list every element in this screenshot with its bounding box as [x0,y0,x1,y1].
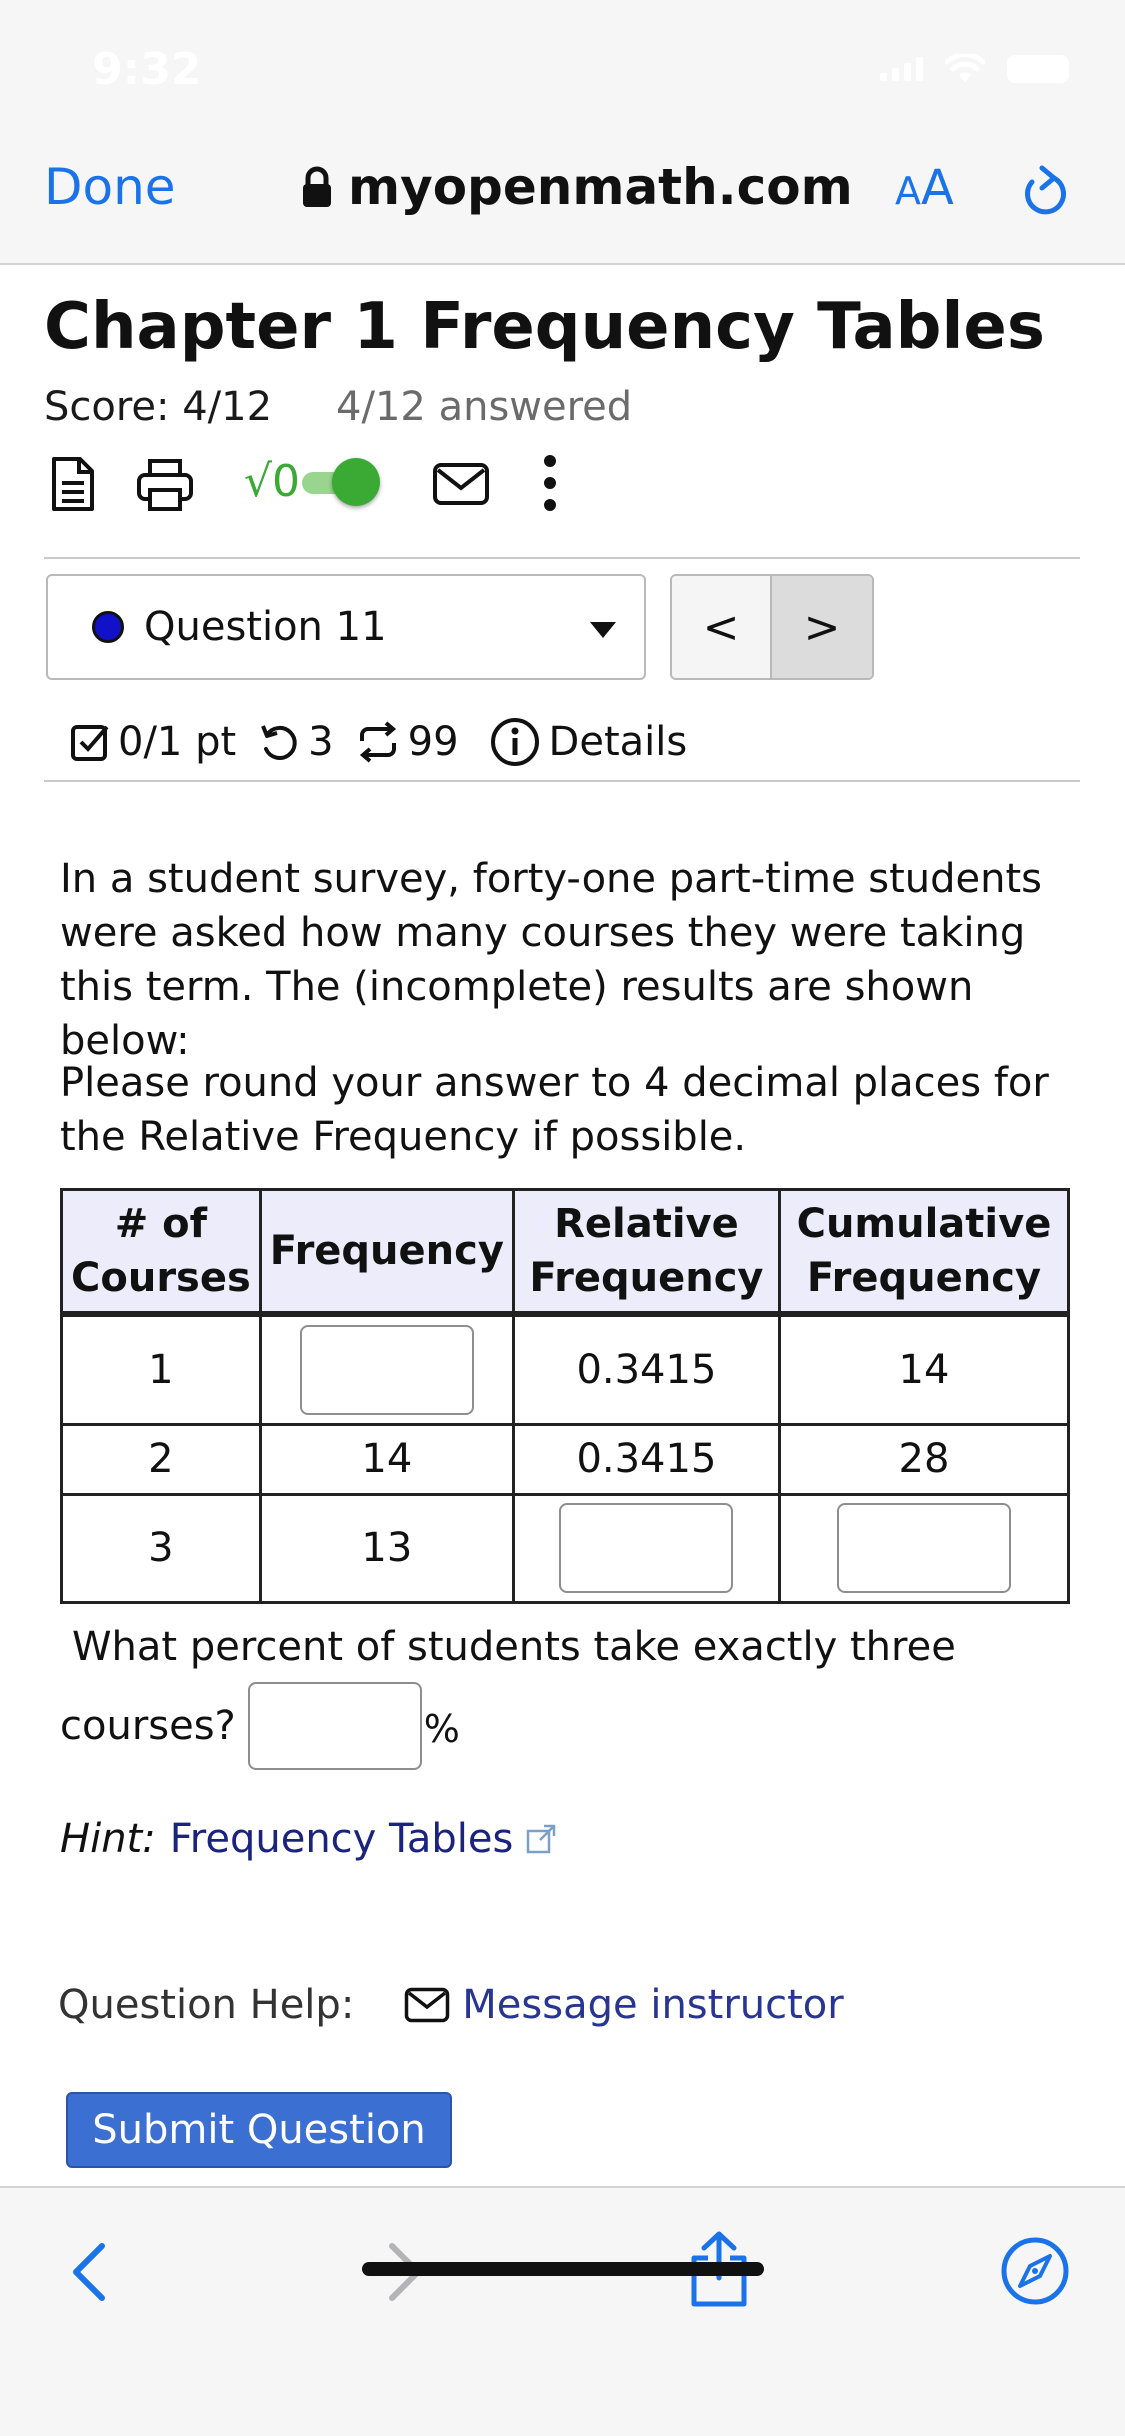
prev-question-button[interactable]: < [672,576,772,678]
done-button[interactable]: Done [44,158,176,216]
battery-icon [1007,55,1069,83]
document-icon[interactable] [50,456,96,512]
lock-icon [300,165,334,209]
header-frequency: Frequency [260,1190,513,1315]
details-label: Details [548,719,688,765]
cell-courses: 1 [62,1314,261,1424]
hint [60,1816,557,1862]
question-help [58,1982,844,2028]
message-instructor-label: Message instructor [462,1982,844,2028]
toggle-switch[interactable] [302,464,382,500]
rounding-instruction: Please round your answer to 4 decimal places for the Relative Frequency if possible. [60,1060,1049,1160]
header-cumulative-frequency: Cumulative Frequency [779,1190,1068,1315]
mail-icon [404,1987,450,2023]
retries-meta [258,719,333,765]
repeat-icon [356,721,400,763]
score-text: Score: 4/12 [44,384,273,430]
browser-top-bar [0,0,1125,265]
math-entry-toggle[interactable] [244,456,382,507]
cell-relative: 0.3415 [513,1314,779,1424]
divider [44,557,1080,559]
text-size-button[interactable]: AA [895,160,954,216]
message-instructor-link[interactable] [404,1982,843,2028]
frequency-table [60,1188,1070,1604]
question-pager [670,574,874,680]
next-question-button[interactable]: > [772,576,872,678]
table-row [62,1494,1069,1602]
table-row [62,1314,1069,1424]
cell-cumulative: 14 [779,1314,1068,1424]
cellular-signal-icon [880,57,923,81]
submit-question-button[interactable]: Submit Question [66,2092,452,2168]
table-header-row [62,1190,1069,1315]
attempts-count: 99 [407,719,459,765]
question-text: In a student survey, forty-one part-time students were asked how many courses they were taking this term. The (incomplete) results are shown below: [60,856,1043,1064]
cell-frequency: 14 [260,1424,513,1494]
hint-label: Hint: [60,1816,156,1862]
browser-bottom-toolbar [0,2186,1125,2436]
info-icon [489,716,541,768]
print-icon[interactable] [136,458,194,512]
score-row [44,384,632,430]
retry-icon [258,721,300,763]
compass-icon[interactable] [1000,2236,1070,2306]
attempts-meta [356,719,459,765]
home-indicator [362,2262,764,2276]
table-row [62,1424,1069,1494]
points-text: 0/1 pt [118,719,237,765]
status-icons [880,54,1069,84]
cell-relative [513,1494,779,1602]
cell-courses: 3 [62,1494,261,1602]
details-button[interactable] [489,716,688,768]
header-relative-frequency: Relative Frequency [513,1190,779,1315]
external-link-icon [525,1823,557,1855]
question-select[interactable] [46,574,646,680]
cell-frequency: 13 [260,1494,513,1602]
cell-cumulative: 28 [779,1424,1068,1494]
wifi-icon [945,54,985,84]
more-vertical-icon[interactable] [540,452,560,514]
checkbox-icon [70,722,110,762]
frequency-answer-input[interactable] [300,1325,474,1415]
cumulative-frequency-answer-input[interactable] [837,1503,1011,1593]
help-label: Question Help: [58,1982,355,2028]
percent-answer-input[interactable] [248,1682,422,1770]
caret-down-icon [590,622,616,638]
percent-prompt: What percent of students take exactly three [72,1624,956,1670]
divider [44,780,1080,782]
mail-icon[interactable] [432,462,490,506]
reload-icon[interactable] [1018,164,1070,220]
hint-link[interactable]: Frequency Tables [169,1816,514,1862]
percent-prompt-row [60,1682,460,1770]
retries-count: 3 [308,719,334,765]
percent-sign: % [423,1707,460,1751]
cell-frequency [260,1314,513,1424]
points-meta [70,719,236,765]
question-status-dot [92,611,124,643]
sqrt-icon: √0 [244,456,301,507]
question-meta [70,712,709,772]
cell-cumulative [779,1494,1068,1602]
question-select-label: Question 11 [144,604,387,650]
cell-courses: 2 [62,1424,261,1494]
relative-frequency-answer-input[interactable] [559,1503,733,1593]
answered-text: 4/12 answered [336,384,633,430]
status-time: 9:32 [92,44,202,95]
cell-relative: 0.3415 [513,1424,779,1494]
url-text: myopenmath.com [348,158,853,216]
address-bar[interactable] [300,158,853,216]
page-title: Chapter 1 Frequency Tables [44,290,1045,364]
back-icon[interactable] [68,2240,110,2304]
percent-prompt-end: courses? [60,1703,236,1749]
header-courses: # of Courses [62,1190,261,1315]
